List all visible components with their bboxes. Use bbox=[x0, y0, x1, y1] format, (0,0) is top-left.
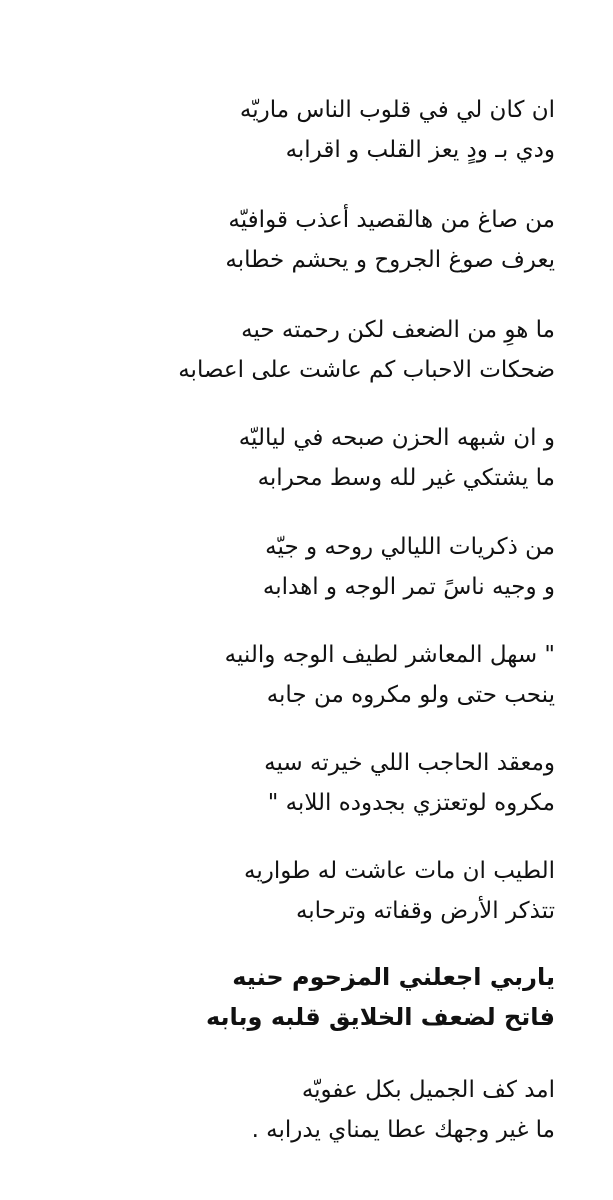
verse-line: ما يشتكي غير لله وسط محرابه bbox=[257, 465, 555, 491]
verse-line: ما هوِ من الضعف لكن رحمته حيه bbox=[241, 317, 555, 343]
stanza-7 bbox=[55, 743, 555, 823]
stanza-6 bbox=[55, 635, 555, 715]
verse-line: مكروه لوتعتزي بجدوده اللابه " bbox=[267, 790, 555, 816]
verse-line: ضحكات الاحباب كم عاشت على اعصابه bbox=[178, 357, 555, 383]
verse-line: امد كف الجميل بكل عفويّه bbox=[301, 1077, 555, 1103]
verse-line: ينحب حتى ولو مكروه من جابه bbox=[266, 682, 555, 708]
stanza-1 bbox=[55, 90, 555, 170]
verse-line-bold: ياربي اجعلني المزحوم حنيه bbox=[232, 963, 555, 991]
verse-line: " سهل المعاشر لطيف الوجه والنيه bbox=[224, 642, 555, 668]
verse-line: و ان شبهه الحزن صبحه في لياليّه bbox=[238, 425, 555, 451]
verse-line: ومعقد الحاجب اللي خيرته سيه bbox=[264, 750, 555, 776]
verse-line: تتذكر الأرض وقفاته وترحابه bbox=[295, 898, 555, 924]
verse-line: ما غير وجهك عطا يمناي يدرابه . bbox=[251, 1117, 555, 1143]
stanza-9-bold bbox=[55, 957, 555, 1037]
verse-line: و وجيه ناسً تمر الوجه و اهدابه bbox=[262, 574, 555, 600]
verse-line-bold: فاتح لضعف الخلايق قلبه وبابه bbox=[205, 1003, 555, 1031]
stanza-5 bbox=[55, 527, 555, 607]
stanza-3 bbox=[55, 310, 555, 390]
verse-line: من ذكريات الليالي روحه و جيّه bbox=[265, 534, 555, 560]
stanza-8 bbox=[55, 851, 555, 931]
stanza-4 bbox=[55, 418, 555, 498]
stanza-2 bbox=[55, 200, 555, 280]
verse-line: يعرف صوغ الجروح و يحشم خطابه bbox=[225, 247, 555, 273]
verse-line: ان كان لي في قلوب الناس ماريّه bbox=[239, 97, 555, 123]
verse-line: من صاغ من هالقصيد أعذب قوافيّه bbox=[228, 207, 555, 233]
verse-line: ودي بـ ودٍ يعز القلب و اقرابه bbox=[285, 137, 555, 163]
stanza-10 bbox=[55, 1070, 555, 1150]
verse-line: الطيب ان مات عاشت له طواريه bbox=[244, 858, 555, 884]
